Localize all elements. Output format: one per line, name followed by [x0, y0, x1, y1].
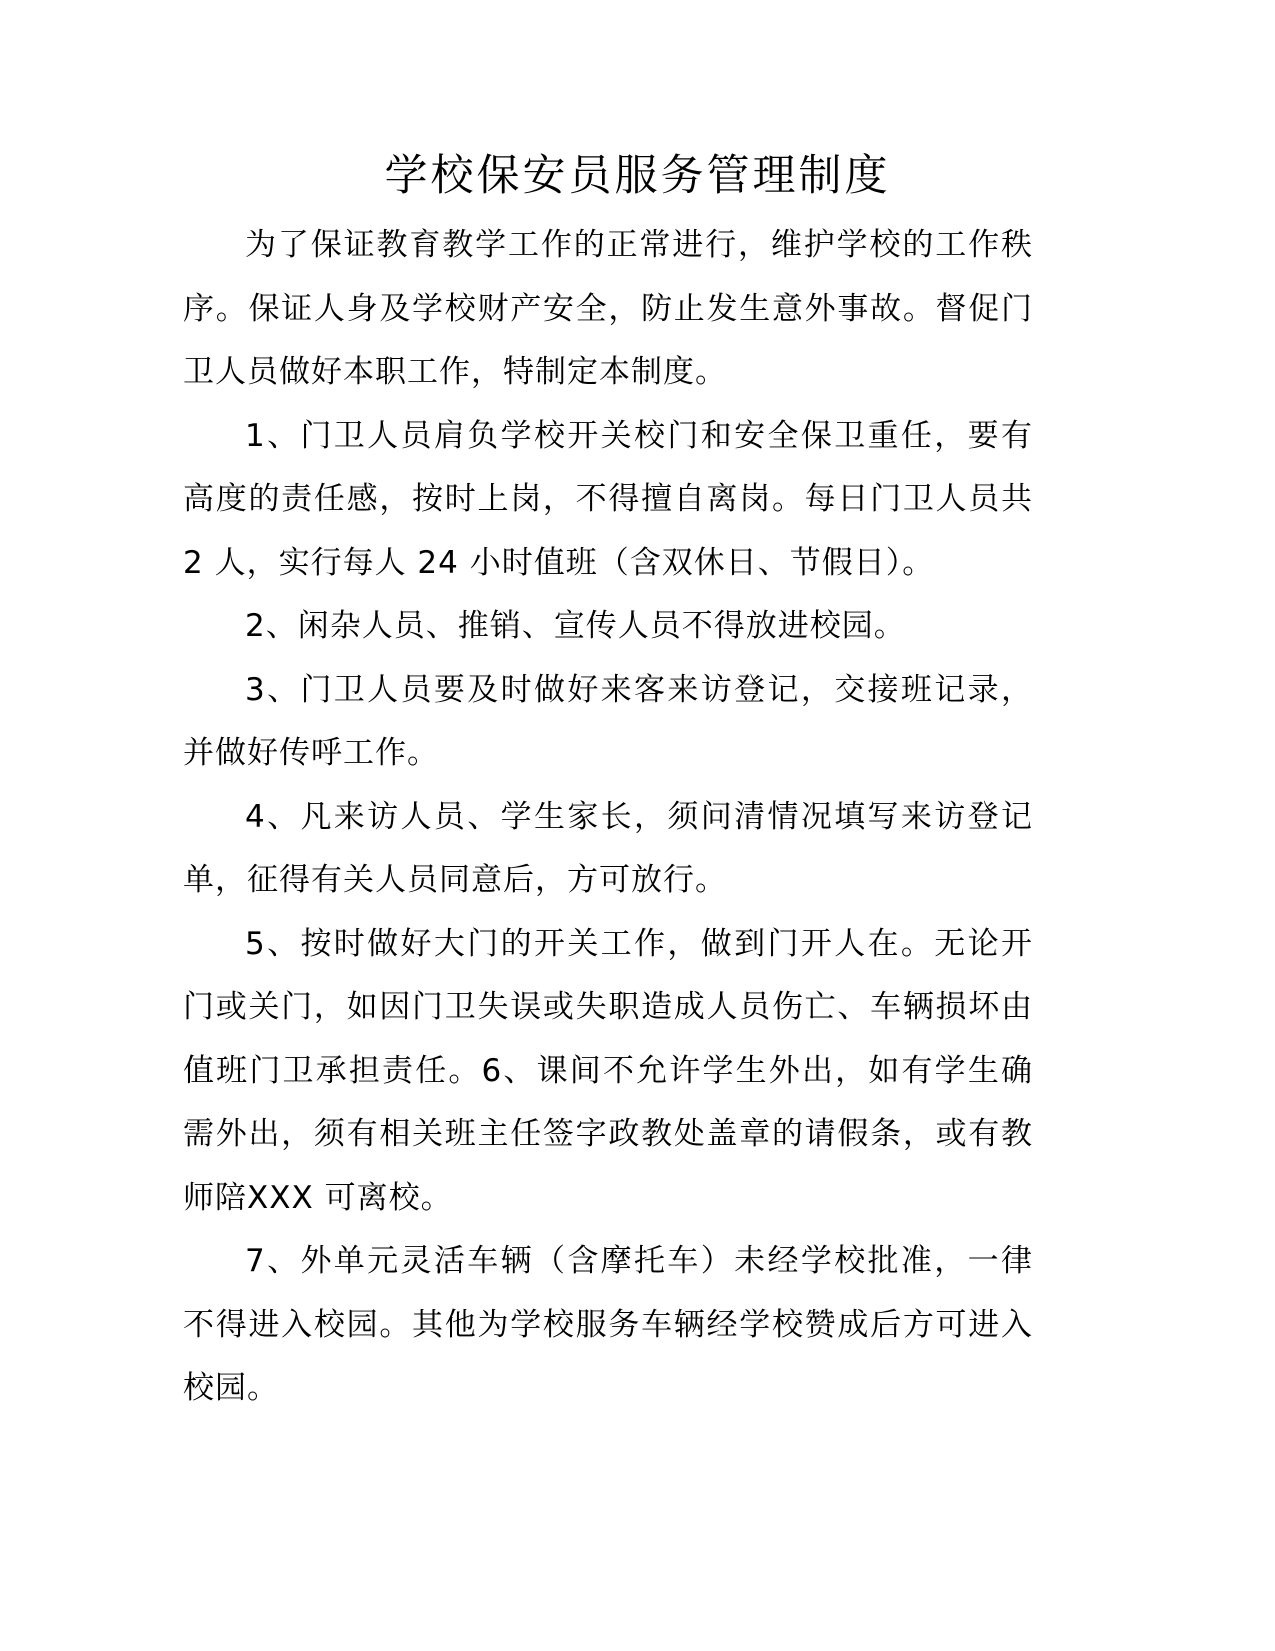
document-title: 学校保安员服务管理制度 [384, 151, 891, 201]
paragraph-item-4: 4、凡来访人员、学生家长，须问清情况填写来访登记单，征得有关人员同意后，方可放行。 [183, 798, 1033, 898]
paragraph-item-5-6: 5、按时做好大门的开关工作，做到门开人在。无论开门或关门，如因门卫失误或失职造成人员伤亡、车辆损坏由值班门卫承担责任。6、课间不允许学生外出，如有学生确需外出，须有相关班主任签字政教处盖章的请假条，或有教师陪XXX 可离校。 [183, 925, 1033, 1216]
paragraph-item-7: 7、外单元灵活车辆（含摩托车）未经学校批准，一律不得进入校园。其他为学校服务车辆经学校赞成后方可进入校园。 [183, 1243, 1033, 1406]
paragraph-item-2: 2、闲杂人员、推销、宣传人员不得放进校园。 [245, 608, 906, 644]
paragraph-item-3: 3、门卫人员要及时做好来客来访登记，交接班记录，并做好传呼工作。 [183, 671, 1033, 771]
paragraph-intro: 为了保证教育教学工作的正常进行，维护学校的工作秩序。保证人身及学校财产安全，防止发生意外事故。督促门卫人员做好本职工作，特制定本制度。 [183, 227, 1033, 390]
document-body [183, 214, 1033, 1421]
paragraph-item-1: 1、门卫人员肩负学校开关校门和安全保卫重任，要有高度的责任感，按时上岗，不得擅自离岗。每日门卫人员共 2 人，实行每人 24 小时值班（含双休日、节假日）。 [183, 417, 1033, 581]
